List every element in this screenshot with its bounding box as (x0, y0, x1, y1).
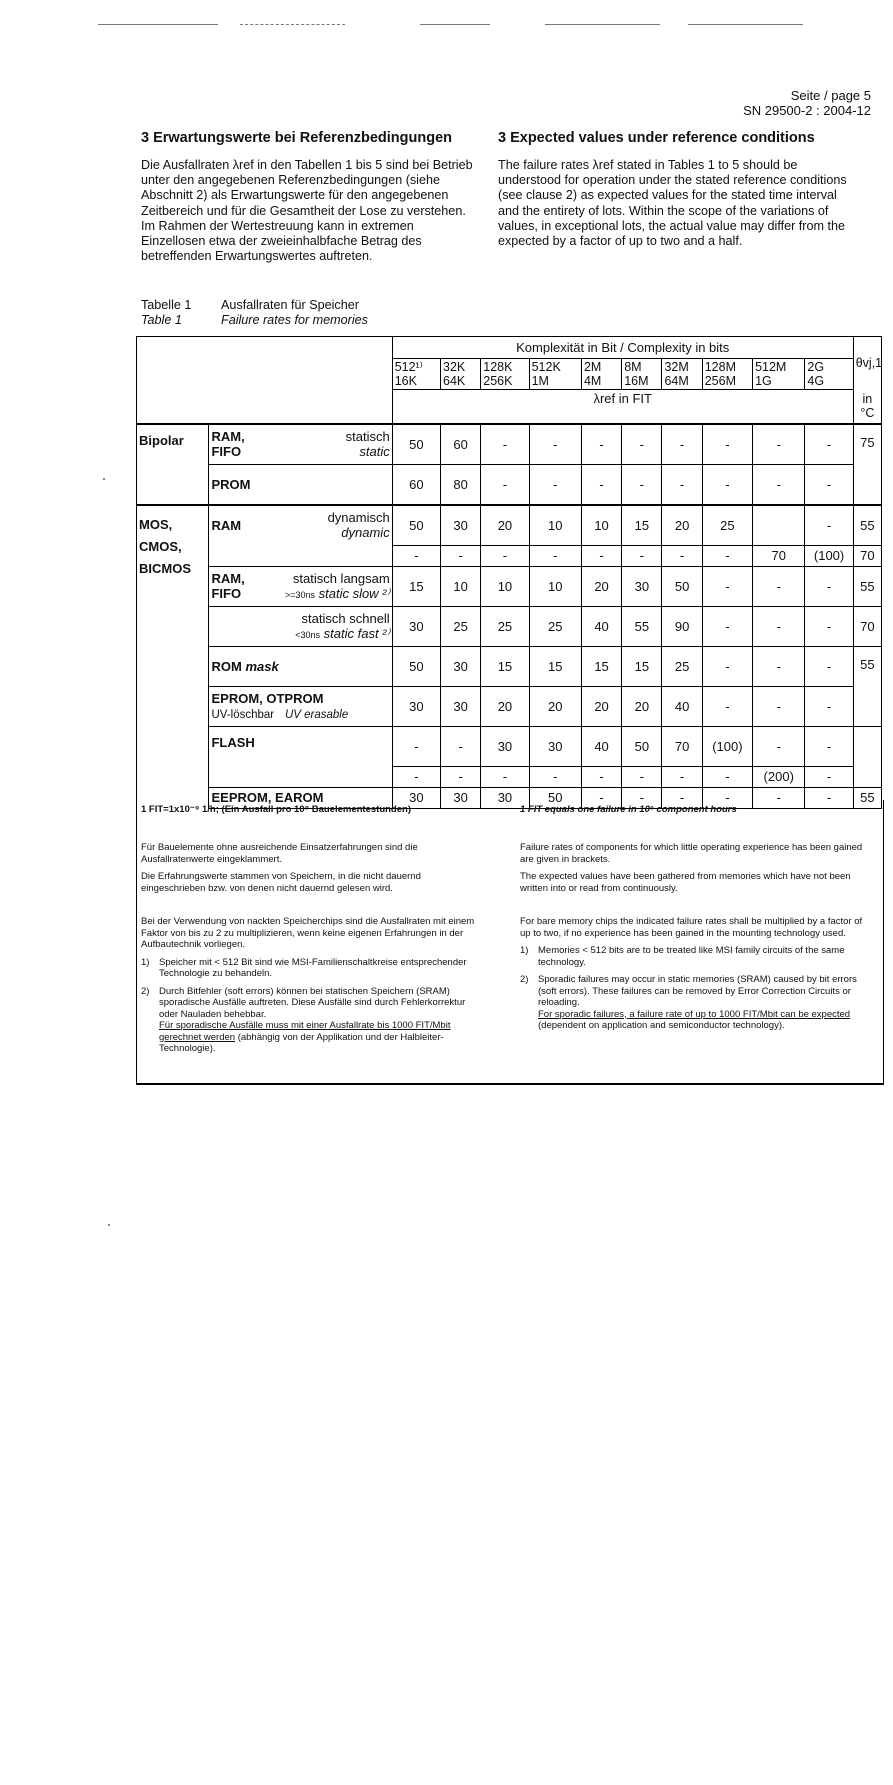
footnote-1-en (520, 945, 875, 968)
rate-cell: 30 (441, 787, 481, 808)
unit-header: λref in FIT (392, 390, 853, 424)
rate-cell: - (392, 766, 440, 787)
rate-cell: - (481, 766, 529, 787)
rate-cell: 50 (392, 424, 440, 465)
note-brackets-en: Failure rates of components for which little operating experience has been gained are given in brackets. (520, 842, 863, 865)
rate-cell: 25 (662, 646, 702, 686)
temperature-cell: 55 (853, 566, 881, 606)
rate-cell: - (662, 787, 702, 808)
column-size-lower: 4M (583, 374, 602, 388)
column-size-upper: 512K (531, 360, 561, 374)
column-size-lower: 1M (531, 374, 549, 388)
rate-cell: - (581, 424, 621, 465)
column-size-upper: 32K (443, 360, 466, 374)
rate-cell: 30 (622, 566, 662, 606)
standard-id: SN 29500-2 : 2004-12 (743, 103, 871, 118)
rate-cell: 15 (529, 646, 581, 686)
label-statisch: statisch (345, 429, 390, 444)
rate-cell: (100) (805, 545, 853, 566)
rate-cell: (100) (702, 726, 752, 766)
label-ram: RAM (211, 517, 242, 533)
row-label-sram-slow (209, 566, 392, 606)
rate-cell: - (581, 545, 621, 566)
rate-cell: 20 (622, 686, 662, 726)
rate-cell: 25 (481, 606, 529, 646)
rate-cell: - (753, 464, 805, 505)
rate-cell: - (622, 787, 662, 808)
table-title-de: Ausfallraten für Speicher (221, 298, 359, 312)
label-eeprom: EEPROM, EAROM (211, 790, 324, 805)
rate-cell: 90 (662, 606, 702, 646)
rate-cell: 60 (441, 424, 481, 465)
rate-cell: 80 (441, 464, 481, 505)
label-static: static (359, 444, 390, 459)
footnote-1-de (141, 957, 481, 980)
temperature-cell: 70 (853, 606, 881, 646)
rate-cell: 20 (581, 566, 621, 606)
rate-cell: 30 (441, 646, 481, 686)
complexity-column-7 (662, 359, 702, 390)
column-size-upper: 8M (624, 360, 642, 374)
footnote-2-key-en: 2) (520, 974, 529, 985)
column-size-upper: 32M (664, 360, 689, 374)
footnote-2-underlined-de: Für sporadische Ausfälle muss mit einer Ausfallrate bis 1000 FIT/Mbit gerechnet werden (159, 1020, 451, 1043)
rate-cell: - (392, 726, 440, 766)
note-bare-chips-en: For bare memory chips the indicated failure rates shall be multiplied by a factor of up to two, if no experience has been gained in the mounting technology used. (520, 916, 863, 939)
table-title-en: Failure rates for memories (221, 313, 368, 327)
note-experience-en: The expected values have been gathered from memories which have not been written into or read from continuously. (520, 871, 851, 894)
memory-failure-rate-table (136, 336, 882, 809)
rate-cell: - (753, 726, 805, 766)
note-bare-chips-de: Bei der Verwendung von nackten Speicherchips sind die Ausfallraten mit einem Faktor von bis zu 2 zu multiplizieren, wenn keine eigenen Erfahrungen in der Aufbautechnik vorliegen. (141, 916, 475, 950)
column-size-lower: 256M (704, 374, 737, 388)
rate-cell: - (702, 787, 752, 808)
rate-cell: 50 (392, 505, 440, 546)
notes-en (520, 842, 875, 1032)
rate-cell: - (581, 766, 621, 787)
rate-cell: - (702, 686, 752, 726)
rate-cell: 25 (529, 606, 581, 646)
rate-cell: - (753, 424, 805, 465)
rate-cell: 40 (581, 726, 621, 766)
footnote-2-de (141, 986, 481, 1055)
rate-cell: - (392, 545, 440, 566)
footnote-2-text-en: Sporadic failures may occur in static memories (SRAM) caused by bit errors (soft errors). These failures can be removed by Error Correction Circuits or reloading. (538, 974, 857, 1008)
rate-cell (753, 505, 805, 546)
rate-cell: 40 (662, 686, 702, 726)
column-size-lower: 64M (664, 374, 689, 388)
rate-cell: - (662, 464, 702, 505)
rate-cell: 20 (481, 686, 529, 726)
rate-cell: - (805, 686, 853, 726)
footnote-1-key-en: 1) (520, 945, 529, 956)
rate-cell: - (805, 646, 853, 686)
temperature-cell: 70 (853, 545, 881, 566)
rate-cell: - (662, 766, 702, 787)
rate-cell: - (529, 424, 581, 465)
note-fit-en: 1 FIT equals one failure in 10⁹ component hours (520, 804, 737, 815)
rate-cell: 20 (581, 686, 621, 726)
section-title-de: 3 Erwartungswerte bei Referenzbedingungen (141, 130, 452, 146)
complexity-column-8 (702, 359, 752, 390)
row-label-eprom (209, 686, 392, 726)
column-size-upper: 512M (755, 360, 787, 374)
table-caption-de (141, 298, 359, 312)
label-flash: FLASH (211, 734, 255, 750)
section-text-de: Die Ausfallraten λref in den Tabellen 1 bis 5 sind bei Betrieb unter den angegebenen Referenzbedingungen (siehe Abschnitt 2) als Erwartungswerte für den angegebenen Zeitbereich und für die Gesamtheit der Lose zu verstehen. Im Rahmen der Wertestreuung kann in extremen Einzellosen etwa der zweieinhalbfache Betrag des betreffenden Erwartungswertes auftreten. (141, 158, 473, 264)
column-size-lower: 16K (394, 374, 417, 388)
rate-cell: - (622, 545, 662, 566)
rate-cell: - (702, 424, 752, 465)
rate-cell: - (441, 545, 481, 566)
rate-cell: 30 (529, 726, 581, 766)
label-rom: ROM (211, 658, 242, 674)
rate-cell: - (702, 646, 752, 686)
section-title-en: 3 Expected values under reference conditions (498, 130, 815, 146)
rate-cell: - (481, 424, 529, 465)
rate-cell: 30 (392, 606, 440, 646)
rate-cell: 50 (662, 566, 702, 606)
complexity-column-3 (481, 359, 529, 390)
label-dynamisch: dynamisch (327, 509, 390, 525)
rate-cell: 20 (481, 505, 529, 546)
label-eprom: EPROM, OTPROM (211, 691, 324, 706)
scan-speck (108, 1224, 110, 1226)
rate-cell: - (805, 424, 853, 465)
rate-cell: 15 (392, 566, 440, 606)
temperature-cell: 55 (853, 505, 881, 546)
rate-cell: - (702, 464, 752, 505)
label-mask: mask (245, 658, 279, 674)
note-fit-de: 1 FIT=1x10⁻⁹ 1/h; (Ein Ausfall pro 10⁹ Bauelementestunden) (141, 804, 411, 815)
section-text-en: The failure rates λref stated in Tables 1 to 5 should be understood for operation under the stated reference conditions (see clause 2) as expected values for the stated time interval and the entirety of lots. Within the scope of the variations of values, in exceptional lots, the actual value may differ from the expected by a factor of up to two and a half. (498, 158, 847, 249)
rate-cell: - (702, 566, 752, 606)
rate-cell: - (481, 545, 529, 566)
rate-cell: - (753, 606, 805, 646)
group-mos: MOS, CMOS, BICMOS (137, 505, 209, 809)
column-size-lower: 64K (443, 374, 466, 388)
rate-cell: 10 (529, 566, 581, 606)
notes-de (141, 842, 481, 1055)
complexity-column-5 (581, 359, 621, 390)
column-size-upper: 2M (583, 360, 602, 374)
rate-cell: - (581, 464, 621, 505)
note-experience-de: Die Erfahrungswerte stammen von Speichern, in die nicht dauernd eingeschrieben bzw. von denen nicht dauernd gelesen wird. (141, 871, 421, 894)
label-fifo: FIFO (211, 444, 242, 459)
rate-cell: 30 (392, 787, 440, 808)
rate-cell: - (805, 787, 853, 808)
column-size-upper: 128K (483, 360, 513, 374)
rate-cell: - (702, 606, 752, 646)
page-header (743, 88, 871, 118)
rate-cell: 60 (392, 464, 440, 505)
rate-cell: 50 (622, 726, 662, 766)
rate-cell: 10 (441, 566, 481, 606)
rate-cell: - (702, 545, 752, 566)
label-statisch-langsam: statisch langsam (292, 570, 390, 586)
label-ram: RAM, (211, 570, 245, 586)
complexity-column-1 (392, 359, 440, 390)
rate-cell: 70 (662, 726, 702, 766)
column-size-upper: 512¹⁾ (394, 360, 423, 374)
rate-cell: - (805, 726, 853, 766)
label-slow-condition: >=30ns (284, 589, 315, 600)
complexity-header: Komplexität in Bit / Complexity in bits (392, 337, 853, 359)
label-static-fast: static fast ²⁾ (323, 625, 390, 641)
rate-cell: - (805, 766, 853, 787)
rate-cell: 10 (481, 566, 529, 606)
scan-speck (103, 478, 105, 480)
rate-cell: 10 (581, 505, 621, 546)
rate-cell: - (529, 766, 581, 787)
rate-cell: - (529, 464, 581, 505)
table-number-de: Tabelle 1 (141, 298, 192, 312)
table-number-en: Table 1 (141, 313, 182, 327)
column-size-lower: 256K (483, 374, 513, 388)
rate-cell: - (481, 464, 529, 505)
scan-line (240, 24, 345, 25)
group-bipolar: Bipolar (137, 424, 209, 505)
complexity-column-6 (622, 359, 662, 390)
rate-cell: 25 (702, 505, 752, 546)
rate-cell: - (753, 566, 805, 606)
rate-cell: 70 (753, 545, 805, 566)
label-statisch-schnell: statisch schnell (301, 610, 390, 626)
complexity-column-10 (805, 359, 853, 390)
row-label-bipolar-prom (209, 464, 392, 505)
rate-cell: - (805, 464, 853, 505)
rate-cell: 55 (622, 606, 662, 646)
row-label-flash (209, 726, 392, 787)
rate-cell: - (622, 424, 662, 465)
label-uv-loeschbar: UV-löschbar (211, 709, 275, 721)
column-size-upper: 128M (704, 360, 737, 374)
rate-cell: - (805, 505, 853, 546)
temperature-cell: 75 (853, 424, 881, 505)
label-dynamic: dynamic (341, 524, 390, 540)
footnote-1-key-de: 1) (141, 956, 150, 968)
rate-cell: - (441, 766, 481, 787)
rate-cell: - (529, 545, 581, 566)
column-size-lower: 1G (755, 374, 772, 388)
row-label-dram (209, 505, 392, 567)
theta-unit: in °C (853, 390, 881, 424)
label-ram: RAM, (211, 429, 245, 444)
rate-cell: 30 (481, 726, 529, 766)
rate-cell: 30 (441, 686, 481, 726)
footnote-2-tail-de: (abhängig von der Applikation und der Halbleiter-Technologie). (159, 1031, 444, 1054)
rate-cell: - (753, 686, 805, 726)
complexity-column-4 (529, 359, 581, 390)
rate-cell: (200) (753, 766, 805, 787)
label-prom: PROM (211, 476, 251, 492)
footnote-2-key-de: 2) (141, 985, 150, 997)
rate-cell: 30 (481, 787, 529, 808)
temperature-cell: 55 (853, 646, 881, 726)
scan-line (688, 24, 803, 25)
rate-cell: 15 (622, 505, 662, 546)
rate-cell: 10 (529, 505, 581, 546)
footnote-2-en (520, 974, 875, 1032)
column-size-lower: 4G (807, 374, 825, 388)
rate-cell: 50 (392, 646, 440, 686)
row-label-sram-fast (209, 606, 392, 646)
rate-cell: 20 (662, 505, 702, 546)
footnote-2-underlined-en: For sporadic failures, a failure rate of up to 1000 FIT/Mbit can be expected (538, 1008, 851, 1020)
rate-cell: 40 (581, 606, 621, 646)
rate-cell: - (662, 424, 702, 465)
rate-cell: 15 (622, 646, 662, 686)
rate-cell: 25 (441, 606, 481, 646)
label-fifo: FIFO (211, 585, 242, 601)
page-number: Seite / page 5 (790, 88, 871, 103)
label-uv-erasable: UV erasable (284, 709, 349, 721)
rate-cell: 30 (441, 505, 481, 546)
rate-cell: - (581, 787, 621, 808)
scan-line (545, 24, 660, 25)
note-brackets-de: Für Bauelemente ohne ausreichende Einsatzerfahrungen sind die Ausfallratenwerte eingeklammert. (141, 842, 418, 865)
rate-cell: - (622, 766, 662, 787)
scan-line (98, 24, 218, 25)
rate-cell: - (622, 464, 662, 505)
rate-cell: - (805, 566, 853, 606)
complexity-column-9 (753, 359, 805, 390)
column-size-lower: 16M (624, 374, 649, 388)
column-size-upper: 2G (807, 360, 825, 374)
table-corner (137, 337, 393, 424)
temperature-cell (853, 726, 881, 787)
row-label-rom (209, 646, 392, 686)
rate-cell: 30 (392, 686, 440, 726)
footnote-1-text-de: Speicher mit < 512 Bit sind wie MSI-Familienschaltkreise entsprechender Technologie zu behandeln. (159, 956, 467, 979)
complexity-column-2 (441, 359, 481, 390)
rate-cell: - (702, 766, 752, 787)
rate-cell: 50 (529, 787, 581, 808)
scan-line (420, 24, 490, 25)
temperature-cell: 55 (853, 787, 881, 808)
rate-cell: - (753, 787, 805, 808)
table-notes (136, 800, 884, 1085)
footnote-2-tail-en: (dependent on application and semiconductor technology). (538, 1020, 785, 1031)
row-label-bipolar-ram (209, 424, 392, 465)
rate-cell: - (805, 606, 853, 646)
rate-cell: - (662, 545, 702, 566)
rate-cell: 15 (581, 646, 621, 686)
rate-cell: 15 (481, 646, 529, 686)
footnote-2-text-de: Durch Bitfehler (soft errors) können bei statischen Speichern (SRAM) sporadische Ausfälle auftreten. Diese Ausfälle sind durch Fehlerkorrektur oder Nauladen behebbar. (159, 985, 466, 1020)
table-caption-en (141, 313, 368, 327)
label-fast-condition: <30ns (295, 629, 321, 640)
rate-cell: - (441, 726, 481, 766)
label-static-slow: static slow ²⁾ (318, 585, 390, 601)
footnote-1-text-en: Memories < 512 bits are to be treated like MSI family circuits of the same technology. (538, 945, 845, 968)
rate-cell: 20 (529, 686, 581, 726)
theta-header: θvj,1 (853, 337, 881, 390)
rate-cell: - (753, 646, 805, 686)
